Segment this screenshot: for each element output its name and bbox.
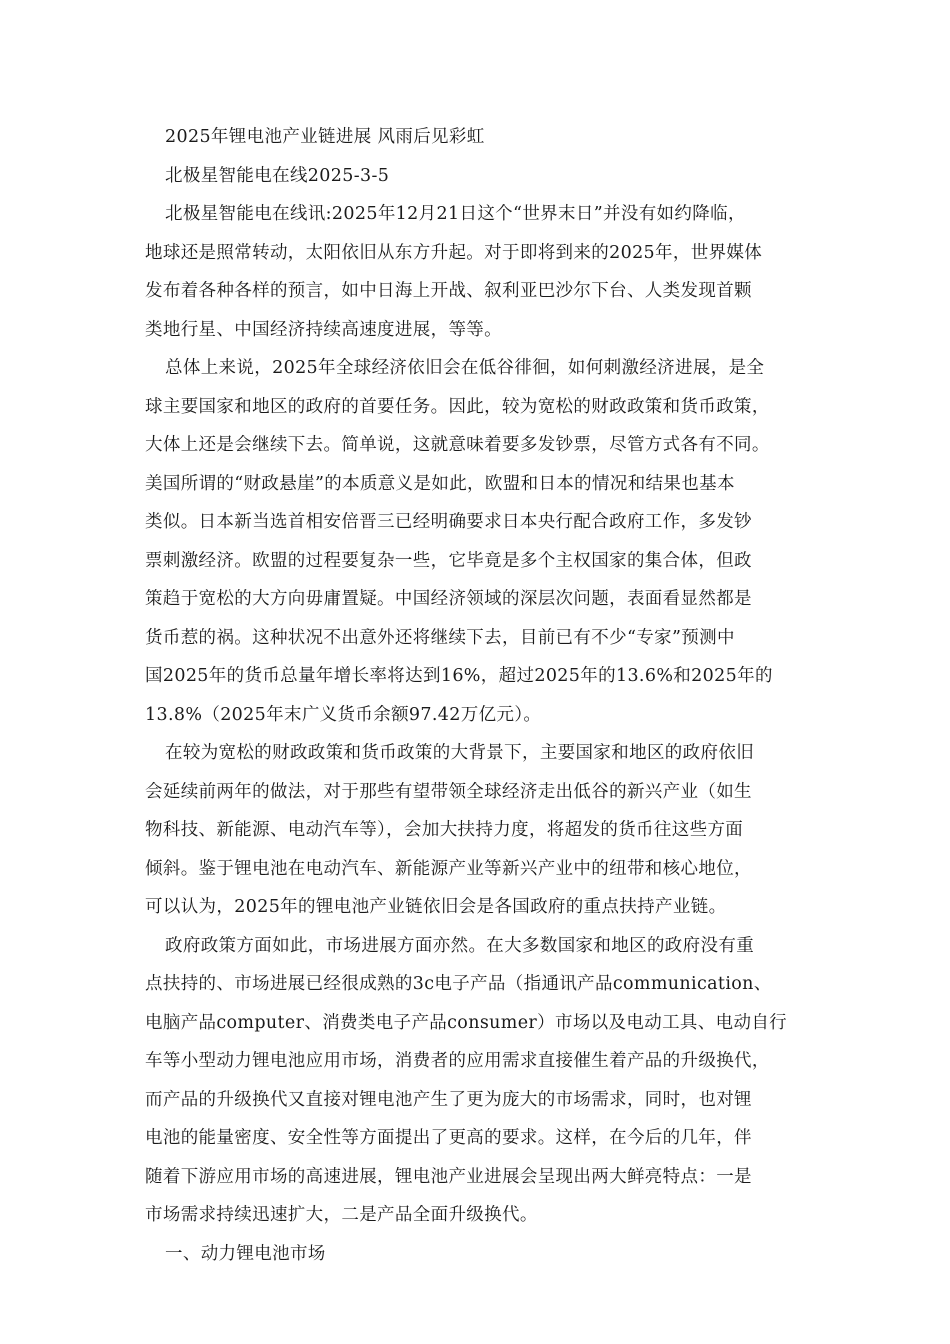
- section-heading: 一、动力锂电池市场: [165, 1243, 326, 1264]
- paragraph-line: 点扶持的、市场进展已经很成熟的3c电子产品（指通讯产品communication、: [145, 974, 772, 994]
- paragraph-line: 发布着各种各样的预言，如中日海上开战、叙利亚巴沙尔下台、人类发现首颗: [145, 281, 752, 301]
- paragraph-line: 车等小型动力锂电池应用市场，消费者的应用需求直接催生着产品的升级换代，: [145, 1051, 770, 1071]
- paragraph-line: 电池的能量密度、安全性等方面提出了更高的要求。这样，在今后的几年，伴: [145, 1128, 752, 1148]
- paragraph-line: 13.8%（2025年末广义货币余额97.42万亿元）。: [145, 704, 542, 725]
- paragraph-line: 北极星智能电在线讯:2025年12月21日这个“世界末日”并没有如约降临，: [165, 204, 746, 224]
- paragraph-line: 在较为宽松的财政政策和货币政策的大背景下，主要国家和地区的政府依旧: [165, 743, 755, 763]
- paragraph-line: 电脑产品computer、消费类电子产品consumer）市场以及电动工具、电动自行: [145, 1012, 788, 1033]
- paragraph-line: 国2025年的货币总量年增长率将达到16%，超过2025年的13.6%和2025年的: [145, 666, 773, 686]
- paragraph-line: 总体上来说，2025年全球经济依旧会在低谷徘徊，如何刺激经济进展，是全: [165, 358, 765, 378]
- paragraph-line: 倾斜。鉴于锂电池在电动汽车、新能源产业等新兴产业中的纽带和核心地位，: [145, 858, 752, 879]
- paragraph-line: 策趋于宽松的大方向毋庸置疑。中国经济领域的深层次问题，表面看显然都是: [145, 589, 752, 609]
- paragraph-2: [145, 349, 805, 734]
- paragraph-line: 物科技、新能源、电动汽车等），会加大扶持力度，将超发的货币往这些方面: [145, 820, 744, 840]
- paragraph-line: 而产品的升级换代又直接对锂电池产生了更为庞大的市场需求，同时，也对锂: [145, 1089, 752, 1110]
- paragraph-line: 类似。日本新当选首相安倍晋三已经明确要求日本央行配合政府工作，多发钞: [145, 512, 752, 532]
- paragraph-line: 随着下游应用市场的高速进展，锂电池产业进展会呈现出两大鲜亮特点：一是: [145, 1166, 752, 1187]
- paragraph-line: 地球还是照常转动，太阳依旧从东方升起。对于即将到来的2025年，世界媒体: [145, 242, 763, 263]
- paragraph-3: [145, 734, 805, 927]
- paragraph-4: [145, 927, 805, 1235]
- paragraph-line: 类地行星、中国经济持续高速度进展，等等。: [145, 319, 502, 340]
- paragraph-line: 市场需求持续迅速扩大，二是产品全面升级换代。: [145, 1205, 538, 1225]
- paragraph-line: 大体上还是会继续下去。简单说，这就意味着要多发钞票，尽管方式各有不同。: [145, 435, 770, 455]
- paragraph-line: 可以认为，2025年的锂电池产业链依旧会是各国政府的重点扶持产业链。: [145, 897, 727, 917]
- paragraph-line: 会延续前两年的做法，对于那些有望带领全球经济走出低谷的新兴产业（如生: [145, 781, 752, 802]
- document-title: 2025年锂电池产业链进展 风雨后见彩虹: [165, 127, 485, 147]
- paragraph-1: [145, 195, 805, 349]
- paragraph-line: 货币惹的祸。这种状况不出意外还将继续下去，目前已有不少“专家”预测中: [145, 627, 735, 648]
- paragraph-line: 美国所谓的“财政悬崖”的本质意义是如此，欧盟和日本的情况和结果也基本: [145, 473, 735, 494]
- paragraph-line: 球主要国家和地区的政府的首要任务。因此，较为宽松的财政政策和货币政策，: [145, 396, 770, 417]
- document-byline: 北极星智能电在线2025-3-5: [165, 165, 390, 186]
- document-page: [145, 118, 805, 1273]
- paragraph-line: 政府政策方面如此，市场进展方面亦然。在大多数国家和地区的政府没有重: [165, 935, 755, 956]
- paragraph-line: 票刺激经济。欧盟的过程要复杂一些，它毕竟是多个主权国家的集合体，但政: [145, 550, 752, 571]
